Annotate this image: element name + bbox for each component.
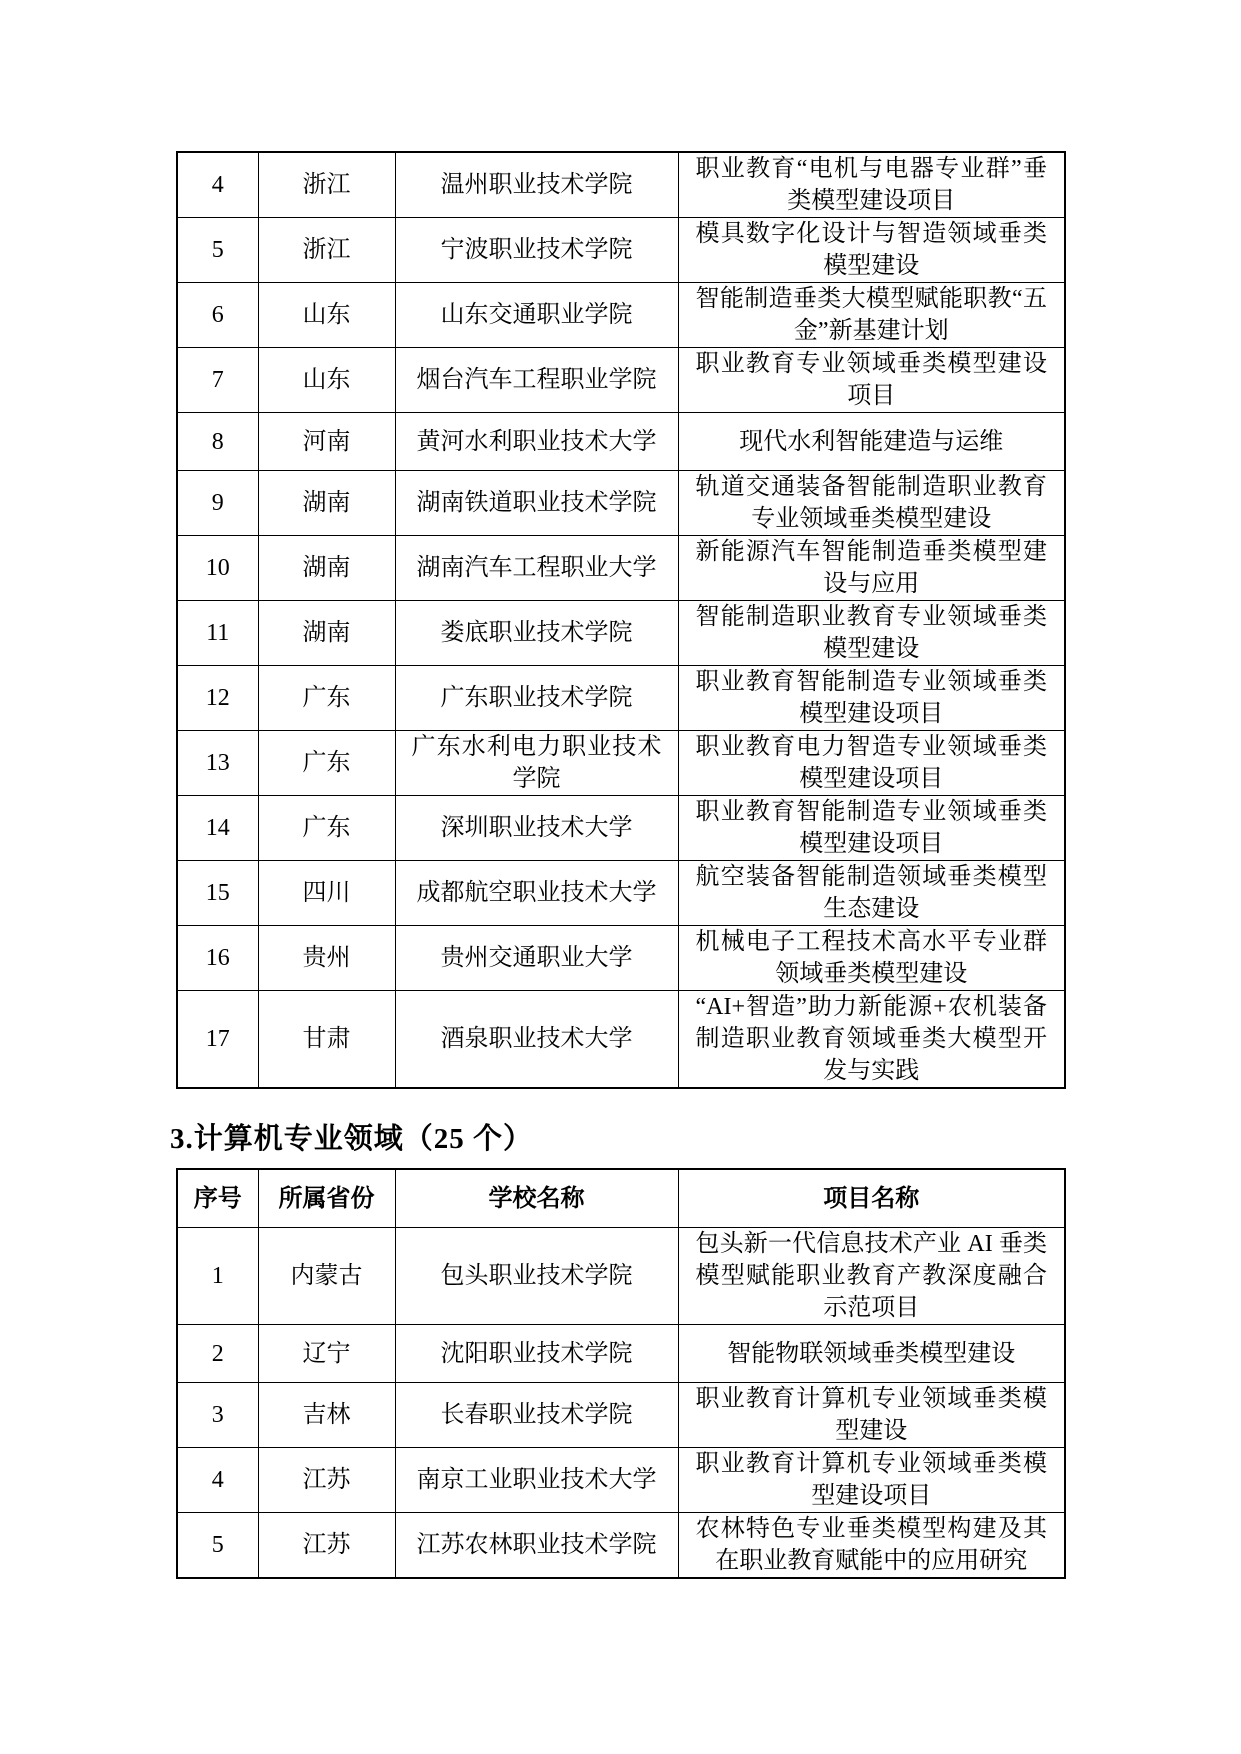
cell-school: 包头职业技术学院 (395, 1228, 678, 1325)
cell-province: 湖南 (258, 536, 395, 601)
cell-project: 航空装备智能制造领域垂类模型生态建设 (678, 861, 1065, 926)
cell-project: 职业教育计算机专业领域垂类模型建设 (678, 1383, 1065, 1448)
cell-no: 15 (177, 861, 258, 926)
cell-school: 山东交通职业学院 (395, 283, 678, 348)
cell-province: 湖南 (258, 601, 395, 666)
cell-no: 8 (177, 413, 258, 471)
cell-project: 现代水利智能建造与运维 (678, 413, 1065, 471)
cell-project: 轨道交通装备智能制造职业教育专业领域垂类模型建设 (678, 471, 1065, 536)
header-project: 项目名称 (678, 1169, 1065, 1228)
cell-project: 模具数字化设计与智造领域垂类模型建设 (678, 218, 1065, 283)
table-row (177, 861, 1065, 926)
table-row (177, 1448, 1065, 1513)
table-row (177, 283, 1065, 348)
cell-project: 机械电子工程技术高水平专业群领域垂类模型建设 (678, 926, 1065, 991)
cell-project: 职业教育智能制造专业领域垂类模型建设项目 (678, 666, 1065, 731)
cell-school: 南京工业职业技术大学 (395, 1448, 678, 1513)
header-school: 学校名称 (395, 1169, 678, 1228)
cell-no: 3 (177, 1383, 258, 1448)
table-header-row (177, 1169, 1065, 1228)
table-row (177, 731, 1065, 796)
computer-field-table (176, 1168, 1066, 1579)
cell-project: 智能制造垂类大模型赋能职教“五金”新基建计划 (678, 283, 1065, 348)
cell-project: 智能制造职业教育专业领域垂类模型建设 (678, 601, 1065, 666)
table-row (177, 666, 1065, 731)
cell-no: 11 (177, 601, 258, 666)
cell-no: 14 (177, 796, 258, 861)
cell-no: 9 (177, 471, 258, 536)
cell-school: 酒泉职业技术大学 (395, 991, 678, 1089)
table-row (177, 348, 1065, 413)
cell-school: 湖南汽车工程职业大学 (395, 536, 678, 601)
table-row (177, 1513, 1065, 1579)
cell-province: 甘肃 (258, 991, 395, 1089)
cell-no: 4 (177, 1448, 258, 1513)
cell-no: 4 (177, 152, 258, 218)
cell-project: 职业教育电力智造专业领域垂类模型建设项目 (678, 731, 1065, 796)
cell-province: 山东 (258, 283, 395, 348)
cell-province: 贵州 (258, 926, 395, 991)
cell-province: 江苏 (258, 1513, 395, 1579)
cell-project: 包头新一代信息技术产业 AI 垂类模型赋能职业教育产教深度融合示范项目 (678, 1228, 1065, 1325)
table-row (177, 991, 1065, 1089)
cell-no: 5 (177, 218, 258, 283)
cell-no: 16 (177, 926, 258, 991)
cell-no: 10 (177, 536, 258, 601)
table-row (177, 471, 1065, 536)
cell-province: 江苏 (258, 1448, 395, 1513)
table-row (177, 413, 1065, 471)
table-row (177, 601, 1065, 666)
cell-school: 宁波职业技术学院 (395, 218, 678, 283)
cell-province: 广东 (258, 731, 395, 796)
cell-no: 17 (177, 991, 258, 1089)
table-row (177, 1383, 1065, 1448)
cell-project: 职业教育智能制造专业领域垂类模型建设项目 (678, 796, 1065, 861)
cell-school: 江苏农林职业技术学院 (395, 1513, 678, 1579)
cell-school: 娄底职业技术学院 (395, 601, 678, 666)
cell-project: 职业教育“电机与电器专业群”垂类模型建设项目 (678, 152, 1065, 218)
cell-project: “AI+智造”助力新能源+农机装备制造职业教育领域垂类大模型开发与实践 (678, 991, 1065, 1089)
cell-no: 2 (177, 1325, 258, 1383)
table-row (177, 218, 1065, 283)
cell-province: 湖南 (258, 471, 395, 536)
header-no: 序号 (177, 1169, 258, 1228)
cell-province: 浙江 (258, 218, 395, 283)
cell-no: 6 (177, 283, 258, 348)
cell-province: 内蒙古 (258, 1228, 395, 1325)
cell-province: 吉林 (258, 1383, 395, 1448)
cell-province: 广东 (258, 796, 395, 861)
cell-school: 烟台汽车工程职业学院 (395, 348, 678, 413)
cell-project: 职业教育计算机专业领域垂类模型建设项目 (678, 1448, 1065, 1513)
cell-province: 浙江 (258, 152, 395, 218)
cell-project: 职业教育专业领域垂类模型建设项目 (678, 348, 1065, 413)
cell-province: 广东 (258, 666, 395, 731)
cell-province: 辽宁 (258, 1325, 395, 1383)
cell-project: 新能源汽车智能制造垂类模型建设与应用 (678, 536, 1065, 601)
table-row (177, 536, 1065, 601)
equipment-manufacturing-table (176, 151, 1066, 1089)
cell-no: 13 (177, 731, 258, 796)
cell-school: 广东职业技术学院 (395, 666, 678, 731)
cell-no: 1 (177, 1228, 258, 1325)
table-row (177, 926, 1065, 991)
cell-province: 四川 (258, 861, 395, 926)
cell-school: 贵州交通职业大学 (395, 926, 678, 991)
cell-no: 12 (177, 666, 258, 731)
table-row (177, 1325, 1065, 1383)
cell-school: 湖南铁道职业技术学院 (395, 471, 678, 536)
cell-no: 7 (177, 348, 258, 413)
cell-school: 温州职业技术学院 (395, 152, 678, 218)
cell-project: 农林特色专业垂类模型构建及其在职业教育赋能中的应用研究 (678, 1513, 1065, 1579)
cell-school: 广东水利电力职业技术学院 (395, 731, 678, 796)
cell-school: 深圳职业技术大学 (395, 796, 678, 861)
cell-province: 山东 (258, 348, 395, 413)
cell-no: 5 (177, 1513, 258, 1579)
cell-school: 黄河水利职业技术大学 (395, 413, 678, 471)
cell-school: 沈阳职业技术学院 (395, 1325, 678, 1383)
table-row (177, 152, 1065, 218)
section-heading: 3.计算机专业领域（25 个） (170, 1123, 534, 1155)
cell-province: 河南 (258, 413, 395, 471)
table-row (177, 796, 1065, 861)
cell-project: 智能物联领域垂类模型建设 (678, 1325, 1065, 1383)
cell-school: 成都航空职业技术大学 (395, 861, 678, 926)
table-row (177, 1228, 1065, 1325)
header-province: 所属省份 (258, 1169, 395, 1228)
cell-school: 长春职业技术学院 (395, 1383, 678, 1448)
